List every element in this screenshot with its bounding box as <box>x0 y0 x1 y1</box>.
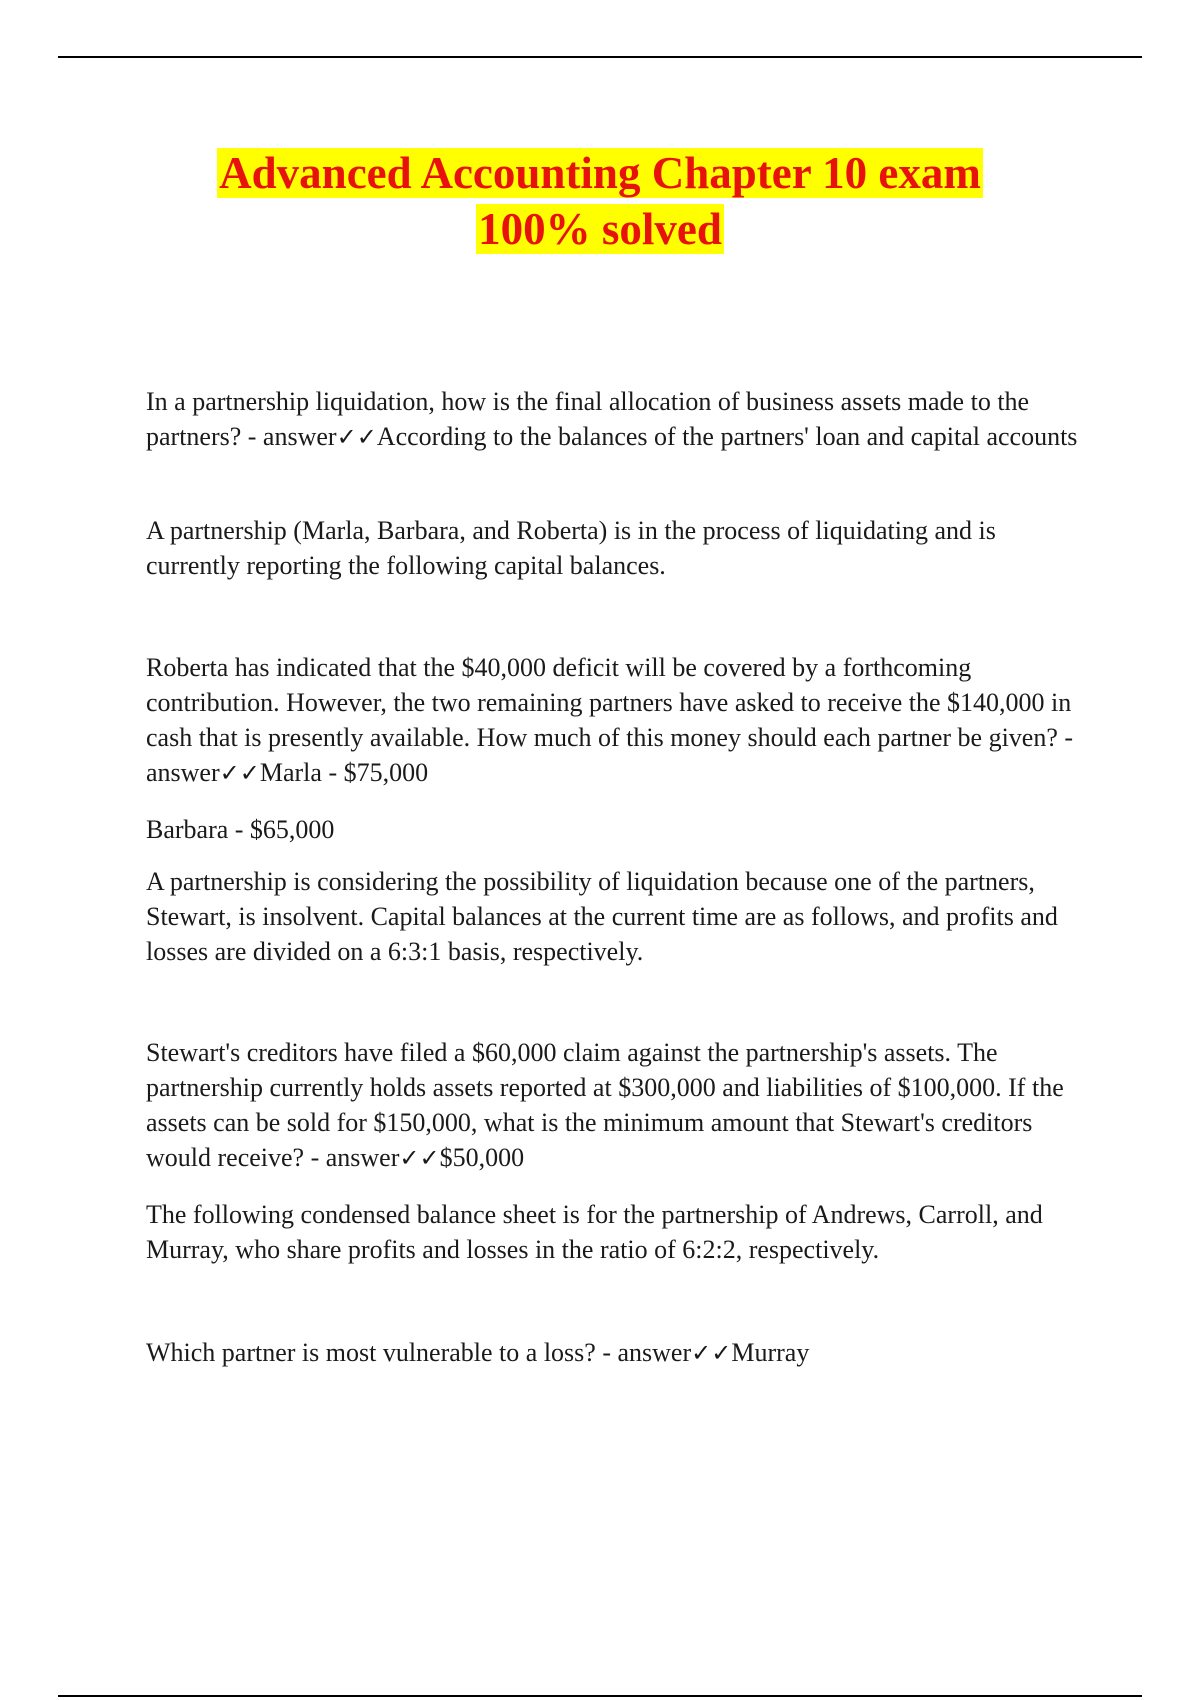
text-paragraph-4 <box>146 812 1086 847</box>
qa-paragraph-6 <box>146 1035 1086 1176</box>
question-text: Which partner is most vulnerable to a loss? - answer <box>146 1338 692 1367</box>
text-paragraph-2 <box>146 513 1086 583</box>
question-text: Stewart's creditors have filed a $60,000 claim against the partnership's assets. The partnership currently holds assets reported at $300,000 and liabilities of $100,000. If the assets can be sold for $150,000, what is the minimum amount that Stewart's creditors would receive? - answer <box>146 1038 1064 1172</box>
answer-check-icon: ✓✓ <box>219 759 260 787</box>
paragraph-text: A partnership (Marla, Barbara, and Roberta) is in the process of liquidating and is currently reporting the following capital balances. <box>146 516 996 580</box>
qa-paragraph-3 <box>146 650 1086 791</box>
qa-paragraph-1 <box>146 384 1086 455</box>
text-paragraph-7 <box>146 1197 1086 1267</box>
bottom-rule <box>58 1695 1142 1697</box>
answer-text: $50,000 <box>439 1143 525 1172</box>
page-title <box>100 145 1100 257</box>
answer-check-icon: ✓✓ <box>399 1144 440 1172</box>
top-rule <box>58 56 1142 58</box>
title-line-1: Advanced Accounting Chapter 10 exam <box>219 148 981 198</box>
answer-check-icon: ✓✓ <box>336 423 377 451</box>
paragraph-text: The following condensed balance sheet is for the partnership of Andrews, Carroll, and Murray, who share profits and losses in the ratio of 6:2:2, respectively. <box>146 1200 1043 1264</box>
answer-text: According to the balances of the partners' loan and capital accounts <box>376 422 1078 451</box>
title-line-2: 100% solved <box>478 204 722 254</box>
question-text: In a partnership liquidation, how is the final allocation of business assets made to the partners? - answer <box>146 387 1030 451</box>
answer-check-icon: ✓✓ <box>691 1339 732 1367</box>
paragraph-text: A partnership is considering the possibility of liquidation because one of the partners, Stewart, is insolvent. Capital balances at the current time are as follows, and profits and losses are divided on a 6:3:1 basis, respectively. <box>146 867 1058 966</box>
paragraph-text: Barbara - $65,000 <box>146 815 335 844</box>
question-text: Roberta has indicated that the $40,000 deficit will be covered by a forthcoming contribution. However, the two remaining partners have asked to receive the $140,000 in cash that is presently available. How much of this money should each partner be given? - answer <box>146 653 1074 787</box>
answer-text: Marla - $75,000 <box>259 758 429 787</box>
text-paragraph-5 <box>146 864 1086 969</box>
answer-text: Murray <box>731 1338 810 1367</box>
qa-paragraph-8 <box>146 1335 1086 1371</box>
